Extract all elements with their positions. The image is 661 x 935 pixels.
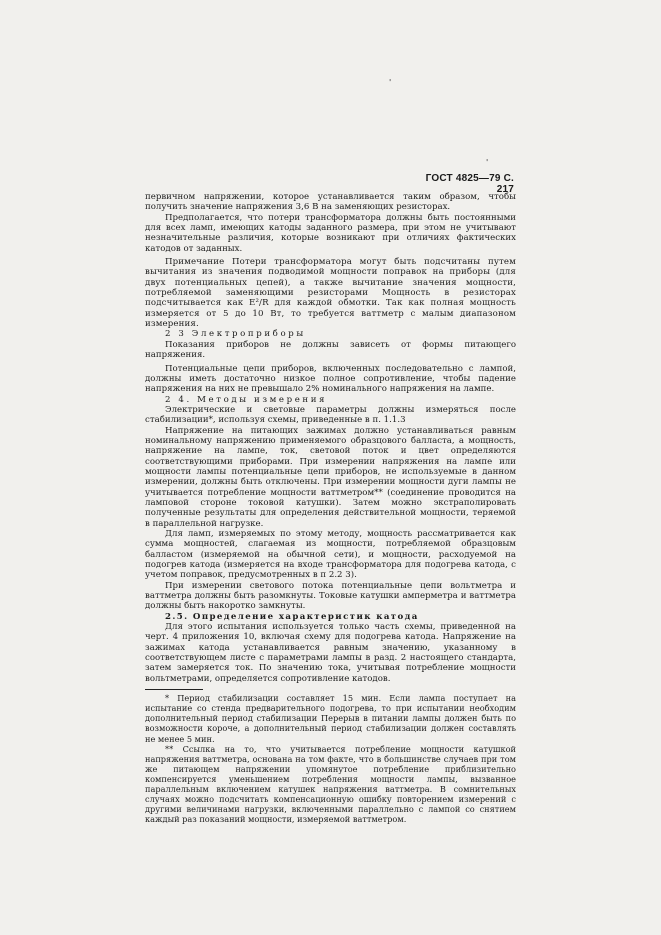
paragraph: Электрические и световые параметры должны измеряться после стабилизации*, используя схемы, приведенные в п. 1.1.3: [145, 404, 516, 426]
footnote-divider: [145, 689, 203, 690]
page-header: ГОСТ 4825—79 С. 217: [425, 173, 514, 195]
paragraph: Предполагается, что потери трансформатора должны быть постоянными для всех ламп, имеющих катоды заданного размера, при этом не учитывают незначительные различия, которые возникают при отличиях фактических катодов от заданных.: [145, 212, 516, 254]
paragraph: Показания приборов не должны зависеть от формы питающего напряжения.: [145, 339, 516, 361]
paragraph: При измерении светового потока потенциальные цепи вольтметра и ваттметра должны быть разомкнуты. Токовые катушки амперметра и ваттметра должны быть накоротко замкнуты.: [145, 580, 516, 612]
scan-mark: ': [389, 78, 392, 87]
paragraph: Потенциальные цепи приборов, включенных последовательно с лампой, должны иметь достаточно низкое полное сопротивление, чтобы падение напряжения на них не превышало 2% номинального напряжения на лампе.: [145, 363, 516, 395]
section-heading: 2 4. Методы измерения: [165, 394, 328, 405]
footnote: * Период стабилизации составляет 15 мин. Если лампа поступает на испытание со стенда предварительного подогрева, то при испытании необходим дополнительный период стабилизации Перерыв в питании лампы должен быть по возможности короче, а дополнительный период стабилизации должен составлять не менее 5 мин.: [145, 693, 516, 744]
footnotes: [145, 693, 516, 824]
paragraph: первичном напряжении, которое устанавливается таким образом, чтобы получить значение напряжения 3,6 В на заменяющих резисторах.: [145, 192, 516, 213]
section-heading: 2.5. Определение характеристик катода: [165, 611, 419, 622]
paragraph: Для этого испытания используется только часть схемы, приведенной на черт. 4 приложения 10, включая схему для подогрева катода. Напряжение на зажимах катода устанавливается равным значению, указанному в соответствующем листе с параметрами лампы в разд. 2 настоящего стандарта, затем замеряется ток. По значению тока, учитывая потребление мощности вольтметрами, определяется сопротивление катодов.: [145, 622, 516, 684]
footnote: ** Ссылка на то, что учитывается потребление мощности катушкой напряжения ваттметра, основана на том факте, что в большинстве случаев при том же питающем напряжении упомянутое потребление приблизительно компенсируется уменьшением потребления мощности лампы, вызванное параллельным включением катушек напряжения ваттметра. В сомнительных случаях можно подсчитать компенсационную ошибку повторением измерений с другими величинами нагрузки, включенными параллельно с лампой со снятием каждый раз показаний мощности, измеряемой ваттметром.: [145, 743, 516, 825]
section-heading: 2 3 Электроприборы: [165, 329, 306, 340]
document-body: [145, 192, 516, 824]
paragraph: Для ламп, измеряемых по этому методу, мощность рассматривается как сумма мощностей, слагаемая из мощности, потребляемой образцовым балластом (измеряемой на обычной сети), и мощности, расходуемой на подогрев катода (измеряется на входе трансформатора для подогрева катода, с учетом поправок, предусмотренных в п 2.2 3).: [145, 529, 516, 581]
note-paragraph: Примечание Потери трансформатора могут быть подсчитаны путем вычитания из значения подводимой мощности поправок на приборы (для двух потенциальных цепей), а также вычитание значения мощности, потребляемой заменяющими резисторами Мощность в резисторах подсчитывается как E²/R для каждой обмотки. Так как полная мощность измеряется от 5 до 10 Вт, то требуется ваттметр с малым диапазоном измерения.: [145, 257, 516, 330]
scan-mark: ': [486, 158, 489, 167]
paragraph: Напряжение на питающих зажимах должно устанавливаться равным номинальному напряжению применяемого образцового балласта, а мощность, напряжение на лампе, ток, световой поток и цвет определяются соответствующими приборами. При измерении напряжения на лампе или мощности лампы потенциальные цепи приборов, не используемые в данном измерении, должны быть отключены. При измерении мощности дуги лампы не учитывается потребление мощности ваттметром** (соединение проводится на ламповой стороне токовой катушки). Затем можно экстраполировать полученные результаты для определения действительной мощности, теряемой в параллельной нагрузке.: [145, 425, 516, 529]
